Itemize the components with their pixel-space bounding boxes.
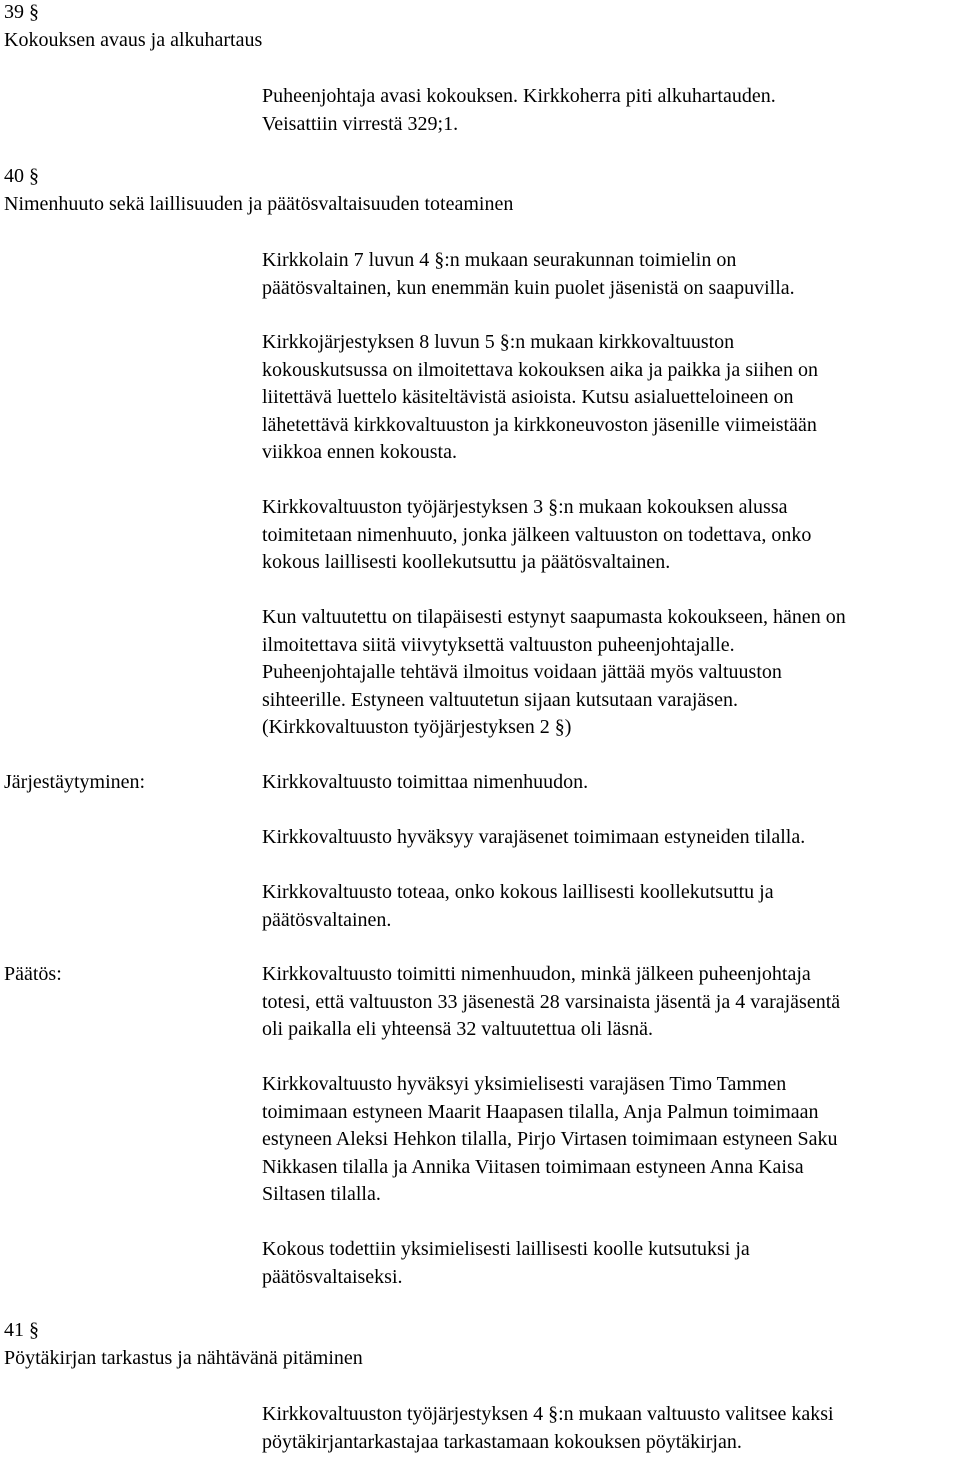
text-line: ilmoitettava siitä viivytyksettä valtuuston puheenjohtajalle.: [262, 633, 735, 656]
text-line: Puheenjohtajalle tehtävä ilmoitus voidaan jättää myös valtuuston: [262, 661, 782, 683]
section-40-paragraph-3: [262, 494, 811, 577]
text-line: Nikkasen tilalla ja Annika Viitasen toimimaan estyneen Anna Kaisa: [262, 1155, 804, 1178]
text-line: oli paikalla eli yhteensä 32 valtuutettua oli läsnä.: [262, 1018, 653, 1040]
text-line: Kun valtuutettu on tilapäisesti estynyt saapumasta kokoukseen, hänen on: [262, 606, 846, 628]
text-line: Kirkkolain 7 luvun 4 §:n mukaan seurakunnan toimielin on: [262, 249, 737, 271]
text-line: viikkoa ennen kokousta.: [262, 441, 457, 463]
text-line: Kokous todettiin yksimielisesti laillisesti koolle kutsutuksi ja: [262, 1238, 750, 1260]
jarjestaytyminen-item-3: [262, 879, 774, 934]
text-line: sihteerille. Estyneen valtuutetun sijaan kutsutaan varajäsen.: [262, 688, 738, 711]
section-40-title: Nimenhuuto sekä laillisuuden ja päätösvaltaisuuden toteaminen: [4, 193, 514, 215]
text-line: kokous laillisesti koollekutsuttu ja päätösvaltainen.: [262, 551, 671, 573]
text-line: Veisattiin virrestä 329;1.: [262, 112, 459, 135]
section-39-number: 39 §: [4, 1, 39, 23]
section-40-paragraph-1: [262, 247, 795, 302]
text-line: Kirkkojärjestyksen 8 luvun 5 §:n mukaan kirkkovaltuuston: [262, 331, 735, 353]
text-line: liitettävä luettelo käsiteltävistä asioista. Kutsu asialuetteloineen on: [262, 386, 794, 408]
paatos-paragraph-2: [262, 1071, 838, 1209]
text-line: Kirkkovaltuusto toimitti nimenhuudon, minkä jälkeen puheenjohtaja: [262, 963, 811, 985]
text-line: päätösvaltaiseksi.: [262, 1265, 403, 1288]
text-line: Puheenjohtaja avasi kokouksen. Kirkkoherra piti alkuhartauden.: [262, 85, 776, 107]
jarjestaytyminen-item-1: [262, 769, 588, 797]
text-line: Kirkkovaltuuston työjärjestyksen 3 §:n mukaan kokouksen alussa: [262, 496, 788, 518]
text-line: estyneen Aleksi Hehkon tilalla, Pirjo Virtasen toimimaan estyneen Saku: [262, 1128, 838, 1150]
text-line: päätösvaltainen, kun enemmän kuin puolet jäsenistä on saapuvilla.: [262, 276, 795, 299]
text-line: Kirkkovaltuusto toteaa, onko kokous laillisesti koollekutsuttu ja: [262, 881, 774, 903]
jarjestaytyminen-label: Järjestäytyminen:: [4, 771, 146, 793]
text-line: Kirkkovaltuusto toimittaa nimenhuudon.: [262, 771, 589, 793]
text-line: kokouskutsussa on ilmoitettava kokouksen aika ja paikka ja siihen on: [262, 358, 819, 381]
section-40-number: 40 §: [4, 165, 39, 187]
text-line: toimimaan estyneen Maarit Haapasen tilalla, Anja Palmun toimimaan: [262, 1100, 819, 1123]
text-line: Kirkkovaltuusto hyväksyy varajäsenet toimimaan estyneiden tilalla.: [262, 826, 806, 848]
text-line: totesi, että valtuuston 33 jäsenestä 28 varsinaista jäsentä ja 4 varajäsentä: [262, 990, 841, 1013]
text-line: lähetettävä kirkkovaltuuston ja kirkkoneuvoston jäsenille viimeistään: [262, 413, 817, 436]
text-line: päätösvaltainen.: [262, 908, 392, 931]
text-line: Kirkkovaltuusto hyväksyi yksimielisesti varajäsen Timo Tammen: [262, 1073, 787, 1095]
section-39-paragraph-1: [262, 83, 776, 138]
text-line: Siltasen tilalla.: [262, 1183, 381, 1205]
paatos-paragraph-1: [262, 961, 840, 1044]
text-line: Kirkkovaltuuston työjärjestyksen 4 §:n mukaan valtuusto valitsee kaksi: [262, 1403, 834, 1425]
section-41-title: Pöytäkirjan tarkastus ja nähtävänä pitäminen: [4, 1347, 363, 1369]
section-41-number: 41 §: [4, 1319, 39, 1341]
text-line: pöytäkirjantarkastajaa tarkastamaan kokouksen pöytäkirjan.: [262, 1430, 742, 1453]
section-40-paragraph-4: [262, 604, 846, 742]
text-line: toimitetaan nimenhuuto, jonka jälkeen valtuuston on todettava, onko: [262, 523, 812, 546]
paatos-label: Päätös:: [4, 963, 62, 985]
text-line: (Kirkkovaltuuston työjärjestyksen 2 §): [262, 716, 572, 738]
section-40-paragraph-2: [262, 329, 818, 467]
section-39-title: Kokouksen avaus ja alkuhartaus: [4, 29, 263, 51]
section-41-paragraph-1: [262, 1401, 834, 1456]
jarjestaytyminen-item-2: [262, 824, 805, 852]
paatos-paragraph-3: [262, 1236, 750, 1291]
